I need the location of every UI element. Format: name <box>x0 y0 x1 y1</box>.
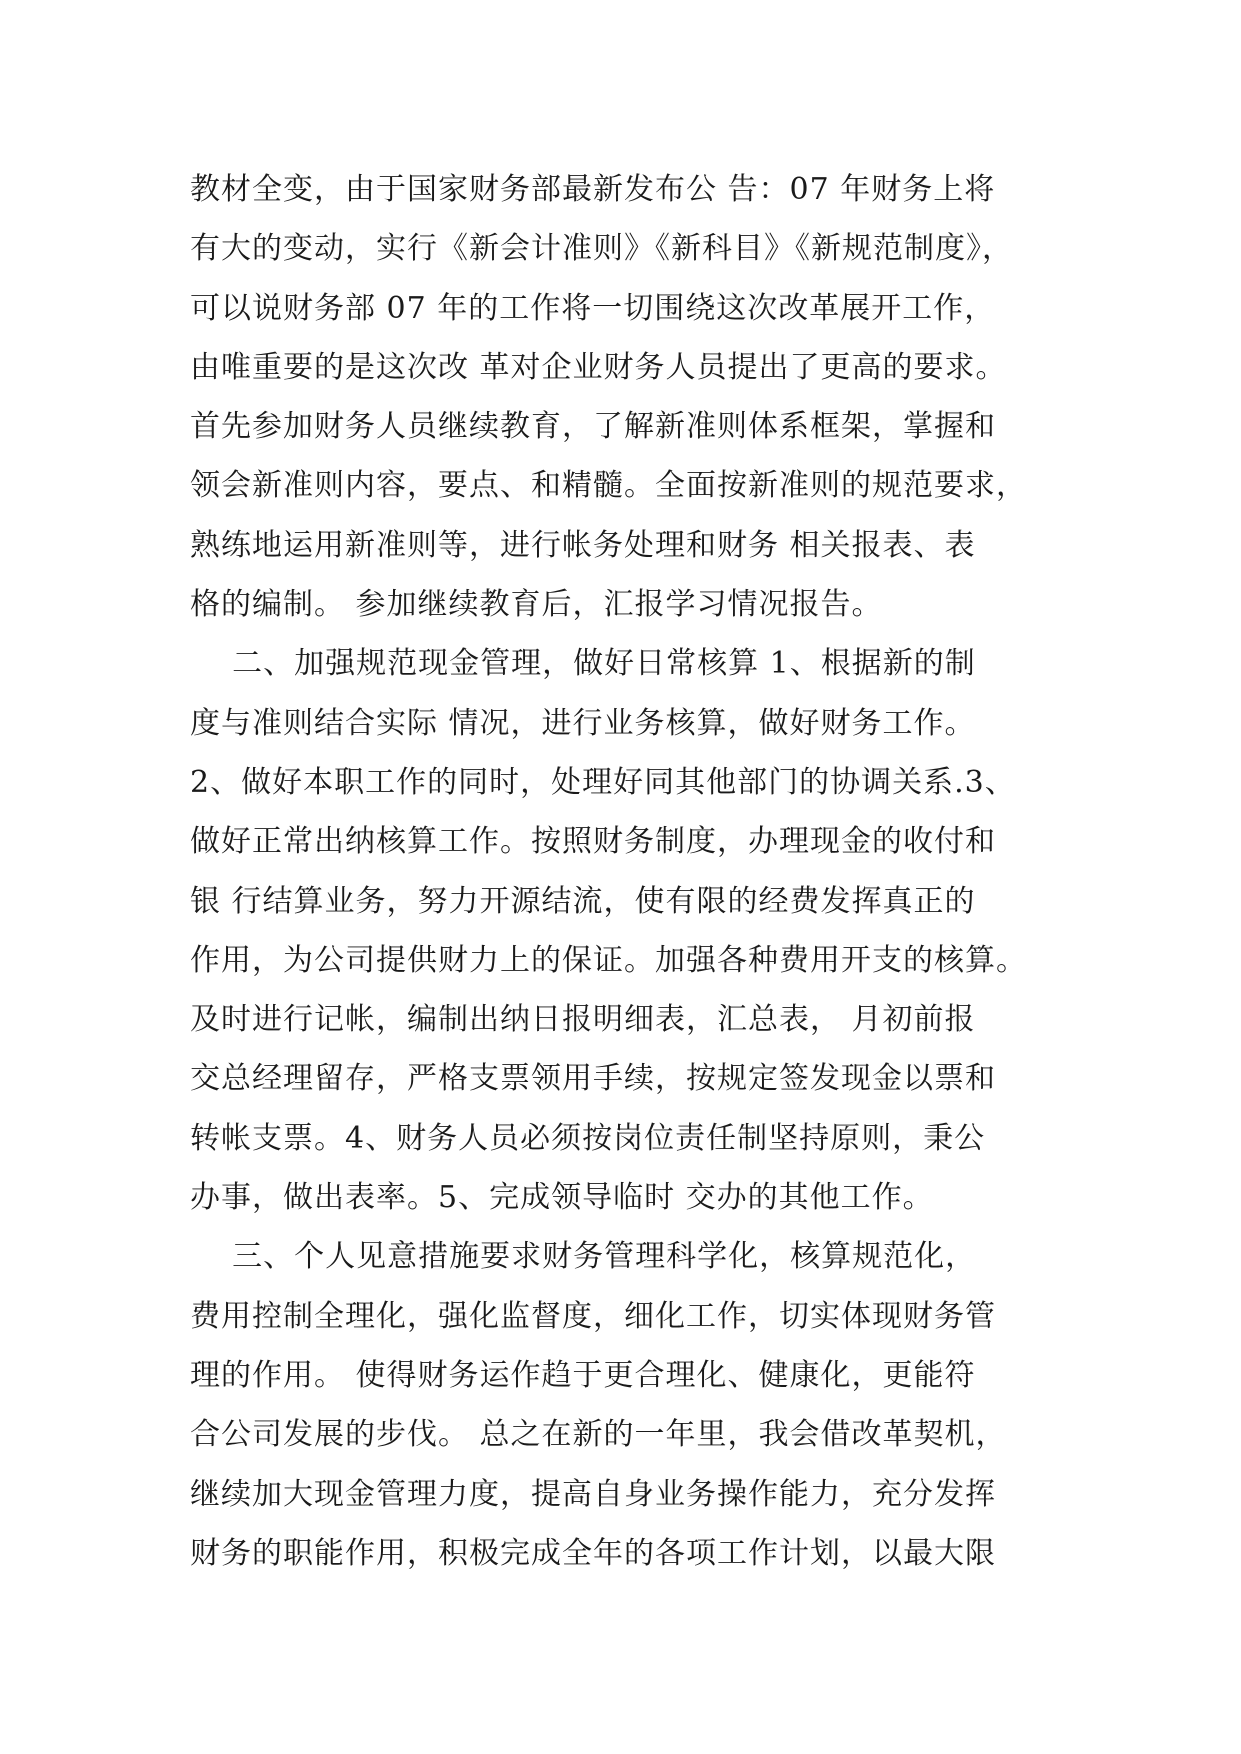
text-line: 及时进行记帐，编制出纳日报明细表，汇总表， 月初前报 <box>190 1002 976 1038</box>
text-line: 2、做好本职工作的同时，处理好同其他部门的协调关系.3、 <box>190 764 1016 800</box>
section-heading-line: 三、个人见意措施要求财务管理科学化，核算规范化， <box>190 1239 977 1275</box>
text-line: 可以说财务部 07 年的工作将一切围绕这次改革展开工作， <box>190 290 996 326</box>
text-line: 由唯重要的是这次改 革对企业财务人员提出了更高的要求。 <box>190 349 1007 385</box>
text-line: 格的编制。 参加继续教育后，汇报学习情况报告。 <box>190 587 883 623</box>
text-line: 继续加大现金管理力度，提高自身业务操作能力，充分发挥 <box>190 1476 996 1512</box>
text-line: 理的作用。 使得财务运作趋于更合理化、健康化，更能符 <box>190 1357 976 1393</box>
text-line: 度与准则结合实际 情况，进行业务核算，做好财务工作。 <box>190 705 976 741</box>
document-body <box>190 160 1090 1583</box>
text-line: 财务的职能作用，积极完成全年的各项工作计划，以最大限 <box>190 1535 996 1571</box>
text-line: 作用，为公司提供财力上的保证。加强各种费用开支的核算。 <box>190 942 1027 978</box>
text-line: 交总经理留存，严格支票领用手续，按规定签发现金以票和 <box>190 1061 996 1097</box>
text-line: 合公司发展的步伐。 总之在新的一年里，我会借改革契机， <box>190 1417 1007 1453</box>
text-line: 有大的变动，实行《新会计准则》《新科目》《新规范制度》， <box>190 231 1013 267</box>
text-line: 费用控制全理化，强化监督度，细化工作，切实体现财务管 <box>190 1298 996 1334</box>
text-line: 银 行结算业务，努力开源结流，使有限的经费发挥真正的 <box>190 883 976 919</box>
text-line: 转帐支票。4、财务人员必须按岗位责任制坚持原则，秉公 <box>190 1120 986 1156</box>
section-heading-line: 二、加强规范现金管理，做好日常核算 1、根据新的制 <box>190 646 976 682</box>
text-line: 教材全变，由于国家财务部最新发布公 告：07 年财务上将 <box>190 172 996 207</box>
text-line: 熟练地运用新准则等，进行帐务处理和财务 相关报表、表 <box>190 527 976 563</box>
text-line: 办事，做出表率。5、完成领导临时 交办的其他工作。 <box>190 1180 934 1216</box>
text-line: 领会新准则内容，要点、和精髓。全面按新准则的规范要求， <box>190 468 1027 504</box>
text-line: 做好正常出纳核算工作。按照财务制度，办理现金的收付和 <box>190 824 996 860</box>
text-line: 首先参加财务人员继续教育，了解新准则体系框架，掌握和 <box>190 409 996 445</box>
